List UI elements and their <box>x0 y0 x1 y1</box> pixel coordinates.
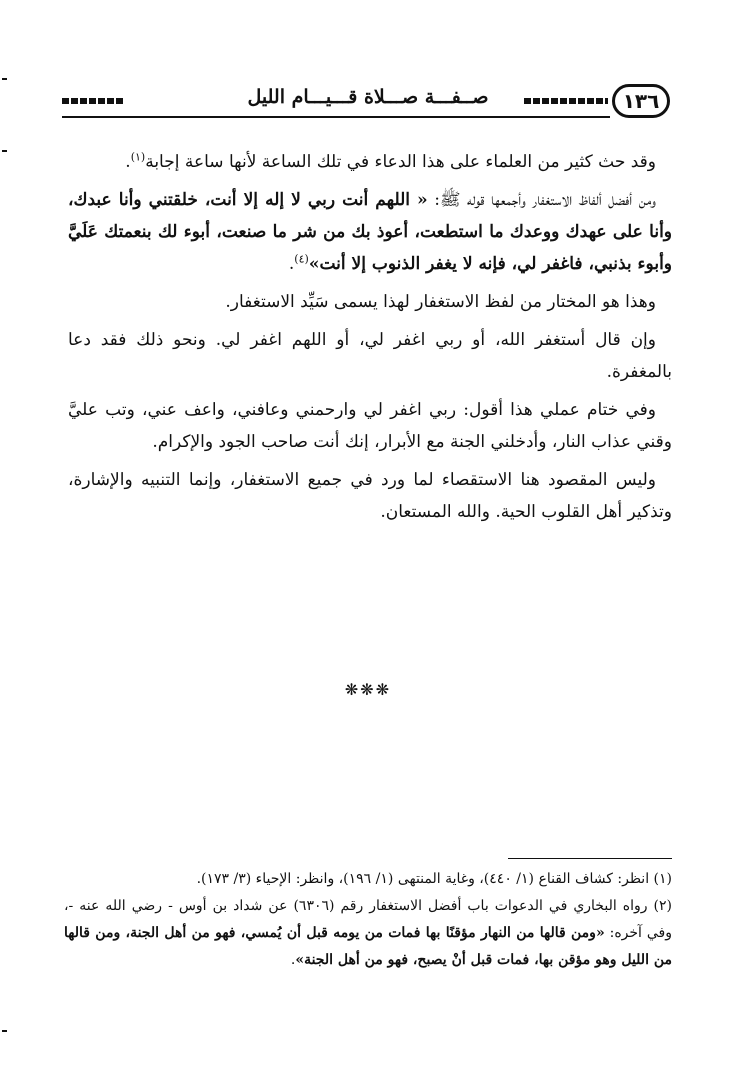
margin-mark <box>2 150 7 152</box>
paragraph: وفي ختام عملي هذا أقول: ربي اغفر لي وارحمني وعافني، واعف عني، وتب عليَّ وقني عذاب النار، وأدخلني الجنة مع الأبرار، إنك أنت صاحب الجود والإكرام. <box>68 400 672 452</box>
page-number: ١٣٦ <box>612 84 670 118</box>
paragraph: وهذا هو المختار من لفظ الاستغفار لهذا يسمى سَيِّد الاستغفار. <box>225 292 656 312</box>
section-separator: ❋❋❋ <box>344 680 392 699</box>
paragraph: وليس المقصود هنا الاستقصاء لما ورد في جميع الاستغفار، وإنما التنبيه والإشارة، وتذكير أهل القلوب الحية. والله المستعان. <box>68 470 672 522</box>
paragraph: ومن أفضل ألفاظ الاستغفار وأجمعها قوله ﷺ: « اللهم أنت ربي لا إله إلا أنت، خلقتني وأنا عبدك، وأنا على عهدك ووعدك ما استطعت، أعوذ بك من شر ما صنعت، أبوء لك بنعمتك عَلَيَّ وأبوء بذنبي، فاغفر لي، فإنه لا يغفر الذنوب إلا أنت»$^{(٤)}$. <box>68 190 672 274</box>
paragraph: وإن قال أستغفر الله، أو ربي اغفر لي، أو اللهم اغفر لي. ونحو ذلك فقد دعا بالمغفرة. <box>68 330 672 382</box>
header-underline <box>62 116 610 118</box>
footnote-rule <box>508 858 672 859</box>
running-title: صــفـــة صـــلاة قـــيـــام الليل <box>247 86 489 108</box>
hadith-quote: « اللهم أنت ربي لا إله إلا أنت، خلقتني وأنا عبدك، وأنا على عهدك ووعدك ما استطعت، أعوذ بك من شر ما صنعت، أبوء لك بنعمتك عَلَيَّ وأبوء بذنبي، فاغفر لي، فإنه لا يغفر الذنوب إلا أنت» <box>68 190 672 274</box>
footnote: (٢) رواه البخاري في الدعوات باب أفضل الاستغفار رقم (٦٣٠٦) عن شداد بن أوس - رضي الله عنه -، وفي آخره: «ومن قالها من النهار مؤقنًا بها فمات من يومه قبل أن يُمسي، فهو من أهل الجنة، ومن قالها من الليل وهو مؤقن بها، فمات قبل أنْ يصبح، فهو من أهل الجنة». <box>64 898 672 968</box>
footnotes <box>64 866 672 974</box>
header-ornament-rule <box>524 98 608 104</box>
margin-mark <box>2 1030 7 1032</box>
footnote-ref: (١) <box>130 150 146 164</box>
paragraph: وقد حث كثير من العلماء على هذا الدعاء في تلك الساعة لأنها ساعة إجابة$^{(١)}$. <box>125 150 656 172</box>
footnote-ref: (٤) <box>294 252 309 266</box>
running-header <box>62 84 670 122</box>
margin-mark <box>2 78 7 80</box>
footnote: (١) انظر: كشاف القناع (١/ ٤٤٠)، وغاية المنتهى (١/ ١٩٦)، وانظر: الإحياء (٣/ ١٧٣). <box>196 871 672 887</box>
header-ornament-rule <box>62 98 124 104</box>
main-text <box>68 146 672 534</box>
